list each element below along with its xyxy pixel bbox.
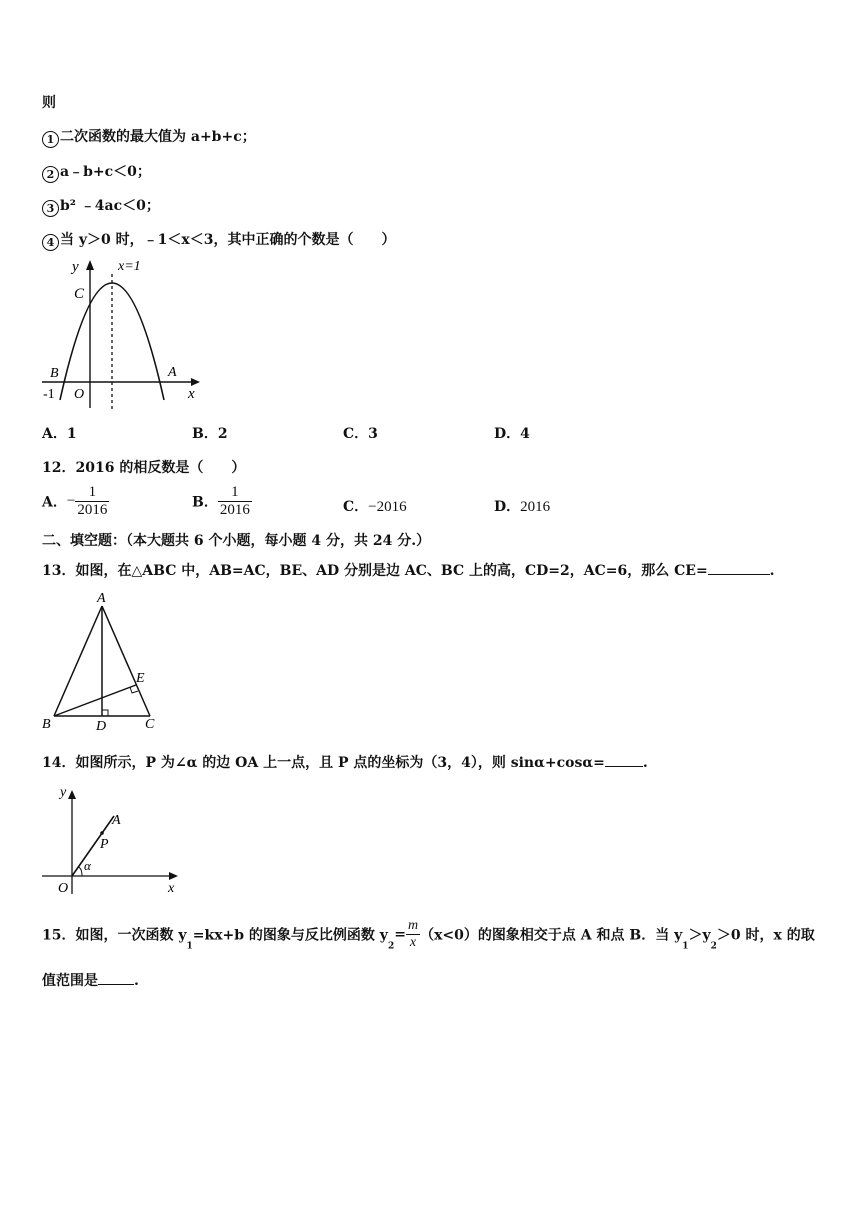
q12-option-a[interactable]: A．− $\frac{1}{2016}$ <box>42 484 108 518</box>
x-axis-label: x <box>168 881 175 896</box>
parabola-figure <box>38 256 208 414</box>
answer-blank[interactable] <box>708 562 770 575</box>
q12-option-d[interactable]: D．2016 <box>494 499 551 515</box>
vertex-b-label: B <box>42 717 51 732</box>
q11-statement-2: 2 a﹣b+c＜0； <box>42 161 151 183</box>
q11-option-a[interactable]: A．1 <box>42 426 77 442</box>
q11-intro: 则 <box>42 95 56 111</box>
vertex-a-label: A <box>97 591 106 606</box>
circled-number: 1 <box>42 131 59 148</box>
point-d-label: D <box>96 719 107 734</box>
q11-statement-4: 4 当 y＞0 时，﹣1＜x＜3，其中正确的个数是（ ） <box>42 229 395 251</box>
q12-option-c[interactable]: C．−2016 <box>343 499 407 515</box>
vertex-c-label: C <box>145 717 155 732</box>
x-eq-label: x=1 <box>118 259 141 274</box>
q11-option-d[interactable]: D．4 <box>494 426 530 442</box>
fraction: $\frac{1}{2016}$ <box>77 484 108 518</box>
y-axis-label: y <box>72 259 79 275</box>
point-c-label: C <box>74 286 85 302</box>
q12-stem: 12．2016 的相反数是（ ） <box>42 460 246 476</box>
q15-stem: 15．如图，一次函数 $y_1=kx+b$ 的图象与反比例函数 $y_2=$ $\frac{m}{x}$ （x<0）的图象相交于点 A 和点 B．当 $y_1>y_2>0$ 时，x 的取 <box>42 918 815 952</box>
point-p-label: P <box>100 837 109 852</box>
q15-line2: 值范围是 . <box>42 973 139 989</box>
y-axis-label: y <box>60 785 67 800</box>
fraction: $\frac{1}{2016}$ <box>219 484 250 518</box>
angle-figure <box>38 780 184 900</box>
point-a-label: A <box>168 365 177 380</box>
q11-statement-1: 1 二次函数的最大值为 a+b+c； <box>42 126 256 148</box>
q11-option-c[interactable]: C．3 <box>343 426 378 442</box>
answer-blank[interactable] <box>605 754 643 767</box>
q11-statement-3: 3 b² ﹣4ac＜0； <box>42 195 160 217</box>
fraction: $\frac{m}{x}$ <box>407 918 419 950</box>
alpha-label: α <box>84 858 91 873</box>
x-axis-label: x <box>188 386 195 402</box>
q11-option-b[interactable]: B．2 <box>192 426 228 442</box>
neg-one-label: -1 <box>43 387 55 402</box>
triangle-figure <box>38 588 162 734</box>
q12-option-b[interactable]: B． $\frac{1}{2016}$ <box>192 484 250 518</box>
circled-number: 3 <box>42 200 59 217</box>
point-a-label: A <box>112 813 121 828</box>
circled-number: 4 <box>42 234 59 251</box>
origin-label: O <box>74 387 85 402</box>
circled-number: 2 <box>42 166 59 183</box>
answer-blank[interactable] <box>98 972 134 985</box>
origin-label: O <box>58 881 69 896</box>
q13-stem: 13．如图，在△ABC 中，AB=AC，BE、AD 分别是边 AC、BC 上的高，CD=2，AC=6，那么 CE= . <box>42 563 775 579</box>
q14-stem: 14．如图所示，P 为∠α 的边 OA 上一点，且 P 点的坐标为（3，4），则 sinα+cosα= . <box>42 755 648 771</box>
point-e-label: E <box>136 671 145 686</box>
section-title: 二、填空题：（本大题共 6 个小题，每小题 4 分，共 24 分.） <box>42 533 431 549</box>
point-b-label: B <box>50 366 59 381</box>
